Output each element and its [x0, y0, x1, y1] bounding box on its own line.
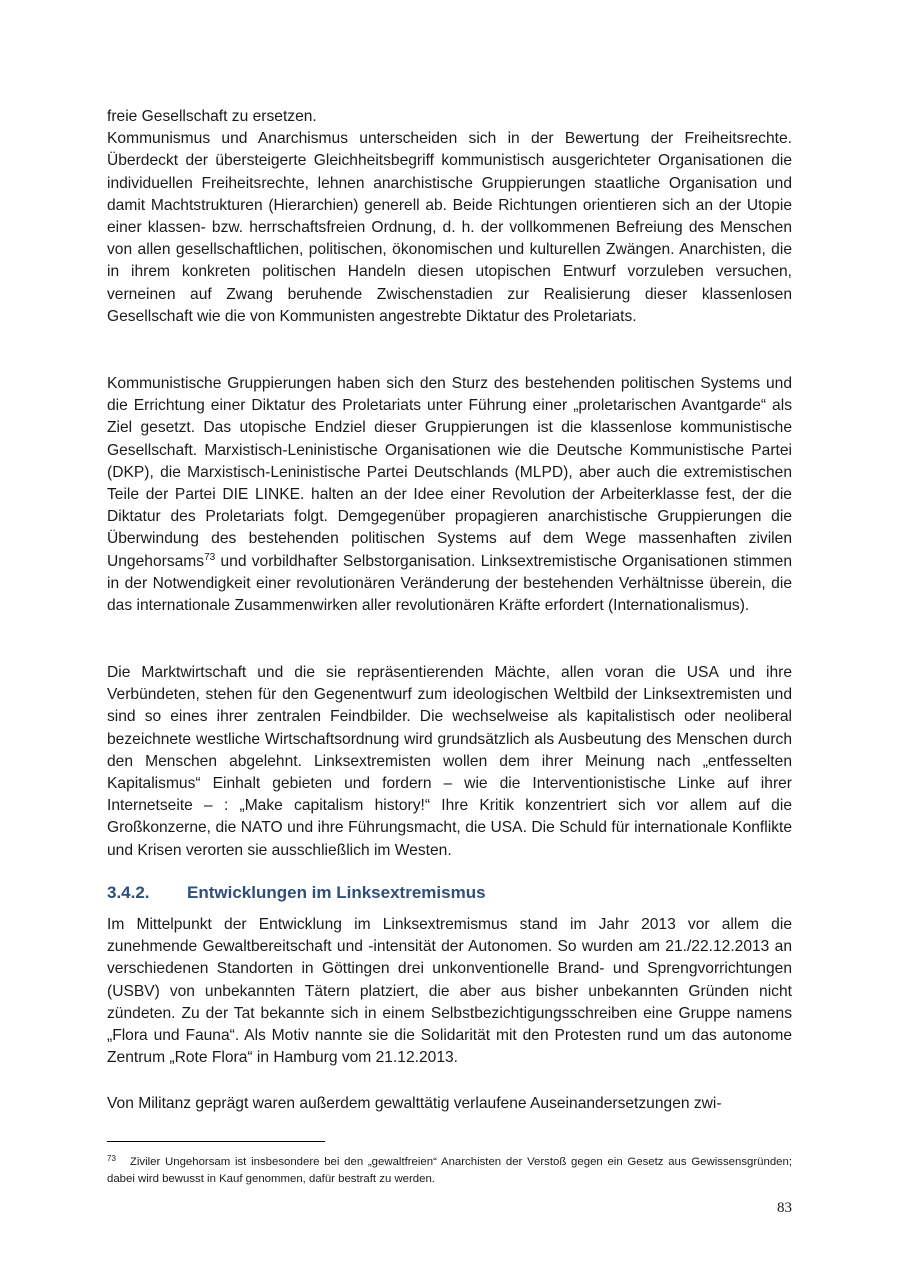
footnote-reference[interactable]: 73 [204, 551, 216, 563]
paragraph-text: Kommunismus und Anarchismus unterscheiden sich in der Bewertung der Freiheitsrechte. Überdeckt der übersteigerte Gleichheitsbegriff kommunistisch ausgerichteter Organisationen die individuellen Freiheitsrechte, lehnen anarchistische Gruppierungen staatliche Organisation und damit Machtstrukturen (Hierarchien) generell ab. Beide Richtungen orientieren sich an der Utopie einer klassen- bzw. herrschaftsfreien Ordnung, d. h. der vollkommenen Befreiung des Menschen von allen gesellschaftlichen, politischen, ökonomischen und kulturellen Zwängen. Anarchisten, die in ihrem konkreten politischen Handeln diesen utopischen Entwurf vorzuleben versuchen, verneinen auf Zwang beruhende Zwischenstadien zur Realisierung dieser klassenlosen Gesellschaft wie die von Kommunisten angestrebte Diktatur des Proletariats. [107, 130, 792, 325]
paragraph-text-continued: und vorbildhafter Selbstorganisation. Linksextremistische Organisationen stimmen in der Notwendigkeit einer revolutionären Veränderung der bestehenden Verhältnisse überein, die das internationale Zusammenwirken aller revolutionären Kräfte erfordert (Internationalismus). [107, 552, 792, 615]
paragraph-developments: Im Mittelpunkt der Entwicklung im Linksextremismus stand im Jahr 2013 vor allem die zunehmende Gewaltbereitschaft und -intensität der Autonomen. So wurden am 21./22.12.2013 an verschiedenen Standorten in Göttingen drei unkonventionelle Brand- und Sprengvorrichtungen (USBV) von unbekannten Tätern platziert, die aber aus bisher unbekannten Gründen nicht zündeten. Zu der Tat bekannte sich in einem Selbstbezichtigungsschreiben eine Gruppe namens „Flora und Fauna“. Als Motiv nannte sie die Solidarität mit den Protesten rund um das autonome Zentrum „Rote Flora“ in Hamburg vom 21.12.2013. [107, 916, 792, 1067]
paragraph-text: Kommunistische Gruppierungen haben sich den Sturz des bestehenden politischen Systems und die Errichtung einer Diktatur des Proletariats unter Führung einer „proletarischen Avantgarde“ als Ziel gesetzt. Das utopische Endziel dieser Gruppierungen ist die klassenlose kommunistische Gesellschaft. Marxistisch-Leninistische Organisationen wie die Deutsche Kommunistische Partei (DKP), die Marxistisch-Leninistische Partei Deutschlands (MLPD), aber auch die extremistischen Teile der Partei DIE LINKE. halten an der Idee einer Revolution der Arbeiterklasse fest, der die Diktatur des Proletariats folgt. Demgegenüber propagieren anarchistische Gruppierungen die Überwindung des bestehenden politischen Systems auf dem Wege massenhaften zivilen Ungehorsams [107, 375, 792, 570]
paragraph-communism-anarchism [107, 106, 792, 328]
paragraph-communist-groups [107, 373, 792, 617]
paragraph-market-economy: Die Marktwirtschaft und die sie repräsentierenden Mächte, allen voran die USA und ihre Verbündeten, stehen für den Gegenentwurf zum ideologischen Weltbild der Linksextremisten und sind so eines ihrer zentralen Feindbilder. Die wechselweise als kapitalistisch oder neoliberal bezeichnete westliche Wirtschaftsordnung wird grundsätzlich als Ausbeutung des Menschen durch den Menschen abgelehnt. Linksextremisten wollen dem ihrer Meinung nach „entfesselten Kapitalismus“ Einhalt gebieten und fordern – wie die Interventionistische Linke auf ihrer Internetseite – : „Make capitalism history!“ Ihre Kritik konzentriert sich vor allem auf die Großkonzerne, die NATO und ihre Führungsmacht, die USA. Die Schuld für internationale Konflikte und Krisen verorten sie ausschließlich im Westen. [107, 664, 792, 859]
paragraph-militancy: Von Militanz geprägt waren außerdem gewalttätig verlaufene Auseinandersetzungen zwi- [107, 1095, 722, 1112]
section-title: Entwicklungen im Linksextremismus [187, 883, 486, 902]
section-heading [107, 883, 792, 903]
footnote-divider [107, 1141, 325, 1142]
footnote-number: 73 [107, 1154, 116, 1163]
paragraph-continuation: freie Gesellschaft zu ersetzen. [107, 108, 317, 125]
footnote [107, 1150, 792, 1188]
page-number: 83 [777, 1200, 792, 1216]
section-number: 3.4.2. [107, 883, 150, 902]
footnote-text: Ziviler Ungehorsam ist insbesondere bei den „gewaltfreien“ Anarchisten der Verstoß gegen ein Gesetz aus Gewissensgründen; dabei wird bewusst in Kauf genommen, dafür bestraft zu werden. [107, 1156, 792, 1185]
